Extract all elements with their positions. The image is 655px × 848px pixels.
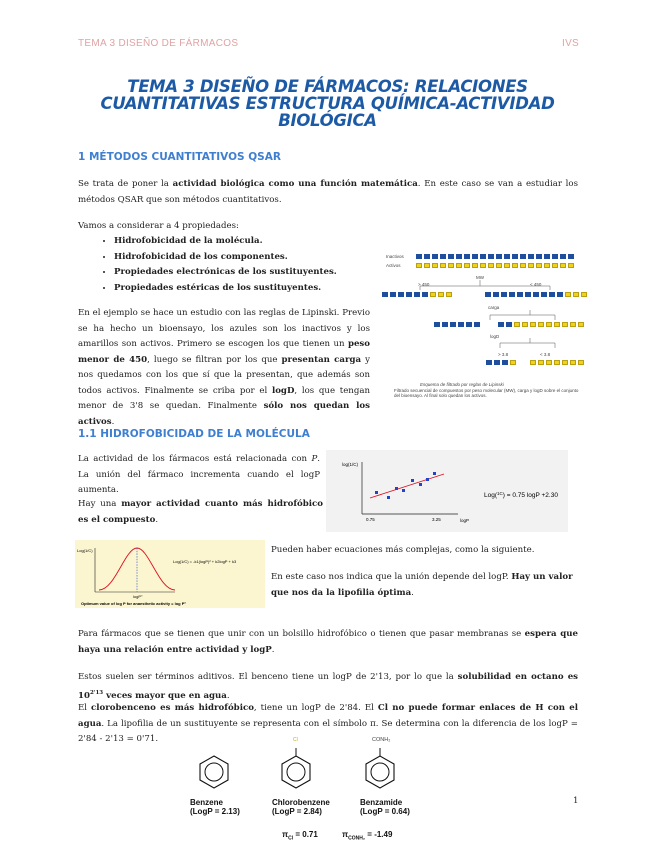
label-logd-lt: < 3.8: [540, 352, 551, 357]
active-compound: [554, 360, 560, 365]
text: .: [271, 644, 275, 655]
text: . La unión del fármaco incrementa cuando el logP aumenta.: [78, 454, 320, 495]
header-right: IVS: [562, 38, 580, 49]
bold-text: mayor actividad cuanto más hidrofóbico es el compuesto: [78, 499, 323, 525]
chart1-xlabel: logP: [460, 518, 470, 523]
bold-text: espera que haya una relación entre actividad y logP: [78, 629, 578, 655]
benzamide-logp: (LogP = 0.64): [360, 807, 410, 816]
active-compound: [510, 360, 516, 365]
label-mw: MW: [476, 275, 484, 280]
active-compound: [530, 322, 536, 327]
data-point: [402, 489, 405, 492]
active-compound: [573, 292, 579, 297]
chart2-equation: Log(1/C) = -k1(logP)² + k2logP + k3: [173, 559, 237, 564]
bold-text: actividad biológica como una función matemática: [172, 179, 418, 189]
paragraph-optimal: [271, 570, 579, 601]
parabolic-logp-chart: [75, 540, 265, 608]
list-item: • Hidrofobicidad de los componentes.: [114, 250, 337, 266]
active-compound: [530, 360, 536, 365]
data-point: [387, 496, 390, 499]
data-point: [433, 472, 436, 475]
label-carga: carga: [488, 305, 500, 310]
bold-text: veces mayor que en agua: [103, 690, 227, 701]
inactive-compound: [406, 292, 412, 297]
paragraph-complex-eq: Pueden haber ecuaciones más complejas, como la siguiente.: [271, 545, 535, 555]
text: . La lipofilia de un sustituyente se representa con el símbolo π. Se determina con la diferencia de los logP = 2'84 - 2'13 = 0'71.: [78, 718, 578, 744]
inactive-compound: [382, 292, 388, 297]
bold-text: Hay un valor que nos da la lipofilia óptima: [271, 572, 573, 598]
page-number: 1: [573, 796, 579, 806]
inactive-compound: [493, 292, 499, 297]
text: Estos suelen ser términos aditivos. El benceno tiene un logP de 2'13, por lo que la: [78, 672, 458, 682]
figure-caption: Filtrado secuencial de compuestos por peso molecular (MW), carga y logD sobre el conjunto del bioensayo. Al final solo quedan los activos.: [394, 388, 579, 398]
molecules-figure: [190, 738, 420, 846]
equation-part: Log(: [484, 492, 498, 499]
text: .: [111, 416, 115, 427]
active-compound: [565, 292, 571, 297]
substituent-cl: Cl: [293, 737, 298, 743]
inactive-compound: [442, 322, 448, 327]
active-compound: [570, 360, 576, 365]
inactive-compound: [501, 292, 507, 297]
inactive-compound: [494, 360, 500, 365]
property-list: [96, 234, 337, 296]
data-point: [419, 483, 422, 486]
text: , luego se filtran por los que: [147, 354, 282, 365]
text: Hay una: [78, 499, 122, 509]
benzene-name: Benzene: [190, 798, 223, 807]
chlorobenzene-structure: [280, 746, 312, 790]
inactive-compound: [549, 292, 555, 297]
text: y nos quedamos con los que sí que la presentan, que además son todos activos. Finalmente se criba por el: [78, 354, 370, 396]
bold-text: sólo nos quedan los activos: [78, 401, 371, 427]
active-compound: [538, 360, 544, 365]
inactive-compound: [485, 292, 491, 297]
label-mw-lt: < 450: [530, 282, 542, 287]
active-compound: [446, 292, 452, 297]
label-inactivos: Inactivos: [386, 254, 404, 259]
active-compound: [554, 322, 560, 327]
chart1-equation: [484, 491, 558, 499]
active-compound: [570, 322, 576, 327]
active-compound: [438, 292, 444, 297]
paragraph-lipinski: [78, 306, 370, 430]
paragraph-benzene: [78, 670, 578, 704]
text: , los que tengan menor de 3'8 se quedan. Finalmente: [78, 385, 370, 411]
data-point: [426, 478, 429, 481]
benzamide-structure: [364, 746, 396, 790]
italic-text: P: [311, 454, 318, 464]
inactive-compound: [517, 292, 523, 297]
paragraph-intro: [78, 177, 578, 208]
active-compound: [430, 292, 436, 297]
inactive-compound: [557, 292, 563, 297]
pi-value: = -1.49: [365, 830, 393, 839]
text: .: [155, 514, 159, 525]
bold-text: logD: [271, 385, 295, 396]
label-logd: logD: [490, 334, 500, 339]
active-compound: [538, 322, 544, 327]
pi-conh2-value: [342, 830, 392, 842]
chart2-caption: Optimum value of log P for anaesthetic activity = log P°: [81, 601, 186, 606]
bold-text: peso menor de 450: [78, 339, 370, 365]
active-compound: [522, 322, 528, 327]
pi-value: = 0.71: [293, 830, 318, 839]
pi-symbol: π: [282, 830, 289, 839]
inactive-compound: [486, 360, 492, 365]
list-item: • Propiedades electrónicas de los sustituyentes.: [114, 265, 337, 281]
benzene-structure: [198, 754, 230, 790]
text: .: [411, 587, 414, 598]
linear-logp-chart: [326, 450, 568, 532]
data-point: [395, 487, 398, 490]
chart2-ylabel: Log(1/C): [77, 548, 93, 553]
inactive-compound: [414, 292, 420, 297]
inactive-compound: [458, 322, 464, 327]
chart2-xlabel: logP°: [133, 594, 143, 599]
chlorobenzene-logp: (LogP = 2.84): [272, 807, 322, 816]
inactive-compound: [509, 292, 515, 297]
label-mw-gt: > 450: [418, 282, 430, 287]
active-compound: [514, 322, 520, 327]
text: .: [226, 690, 230, 701]
label-logd-gt: > 3.8: [498, 352, 509, 357]
text: , tiene un logP de 2'84. El: [253, 703, 378, 713]
inactive-compound: [474, 322, 480, 327]
chart1-ylabel: log(1/C): [342, 462, 359, 467]
benzamide-name: Benzamide: [360, 798, 403, 807]
bold-text: solubilidad en octano es 10: [78, 672, 578, 701]
inactive-compound: [450, 322, 456, 327]
text: En este caso nos indica que la unión depende del logP.: [271, 572, 512, 582]
active-compound: [546, 322, 552, 327]
text: Para fármacos que se tienen que unir con un bolsillo hidrofóbico o tienen que pasar membranas se: [78, 629, 525, 639]
inactive-compound: [533, 292, 539, 297]
inactive-compound: [434, 322, 440, 327]
inactive-compound: [498, 322, 504, 327]
pi-subscript: Cl: [288, 835, 294, 842]
figure-caption-title: Esquema de filtrado por reglas de Lipinski: [420, 382, 504, 387]
bold-text: presentan carga: [281, 354, 362, 365]
equation-part: ) = 0.75 logP +2.30: [502, 492, 558, 499]
lipinski-filter-figure: [380, 250, 580, 410]
inactive-compound: [525, 292, 531, 297]
text: En el ejemplo se hace un estudio con las reglas de Lipinski. Previo se ha hecho un bioensayo, los azules son los inactivos y los amarillos son activos. Primero se escogen los que tienen un: [78, 308, 370, 349]
equation-part: 1: [497, 491, 500, 496]
paragraph-logp: [78, 452, 320, 499]
pi-subscript: CONH₂: [348, 835, 366, 842]
data-point: [411, 479, 414, 482]
pi-cl-value: [282, 830, 318, 842]
label-activos: Activos: [386, 263, 401, 268]
inactive-compound: [541, 292, 547, 297]
superscript: 2'13: [89, 689, 104, 696]
text: Se trata de poner la: [78, 179, 173, 189]
active-compound: [578, 360, 584, 365]
active-compound: [562, 360, 568, 365]
text: La actividad de los fármacos está relacionada con: [78, 454, 312, 464]
active-compound: [546, 360, 552, 365]
list-item: • Hidrofobicidad de la molécula.: [114, 234, 337, 250]
inactive-compound: [390, 292, 396, 297]
text: El: [78, 703, 92, 713]
data-point: [375, 491, 378, 494]
equation-part: C: [499, 491, 503, 496]
inactive-compound: [422, 292, 428, 297]
inactive-compound: [506, 322, 512, 327]
bold-text: Cl no puede formar enlaces de H con el agua: [78, 703, 578, 729]
benzene-logp: (LogP = 2.13): [190, 807, 240, 816]
header-left: TEMA 3 DISEÑO DE FÁRMACOS: [78, 38, 239, 49]
paragraph-pocket: [78, 627, 578, 658]
paragraph-props-intro: Vamos a considerar a 4 propiedades:: [78, 221, 239, 231]
chlorobenzene-name: Chlorobenzene: [272, 798, 330, 807]
section-heading-qsar: 1 MÉTODOS CUANTITATIVOS QSAR: [78, 151, 281, 163]
pi-symbol: π: [342, 830, 349, 839]
chart1-xtick-1: 0.75: [366, 517, 375, 522]
active-compound: [578, 322, 584, 327]
chart1-xtick-2: 3.25: [432, 517, 441, 522]
active-compound: [562, 322, 568, 327]
section-heading-hydrophobicity: 1.1 HIDROFOBICIDAD DE LA MOLÉCULA: [78, 428, 310, 440]
list-item: • Propiedades estéricas de los sustituyentes.: [114, 281, 337, 297]
page-title: TEMA 3 DISEÑO DE FÁRMACOS: RELACIONES CUANTITATIVAS ESTRUCTURA QUÍMICA-ACTIVIDAD BIOLÓGICA: [100, 77, 555, 130]
inactive-compound: [502, 360, 508, 365]
substituent-conh2: CONH₂: [372, 737, 391, 743]
paragraph-activity: [78, 497, 323, 528]
bold-text: clorobenceno es más hidrofóbico: [91, 703, 254, 713]
text: . En este caso se van a estudiar los métodos QSAR que son métodos cuantitativos.: [78, 179, 578, 205]
inactive-compound: [466, 322, 472, 327]
inactive-compound: [398, 292, 404, 297]
active-compound: [581, 292, 587, 297]
